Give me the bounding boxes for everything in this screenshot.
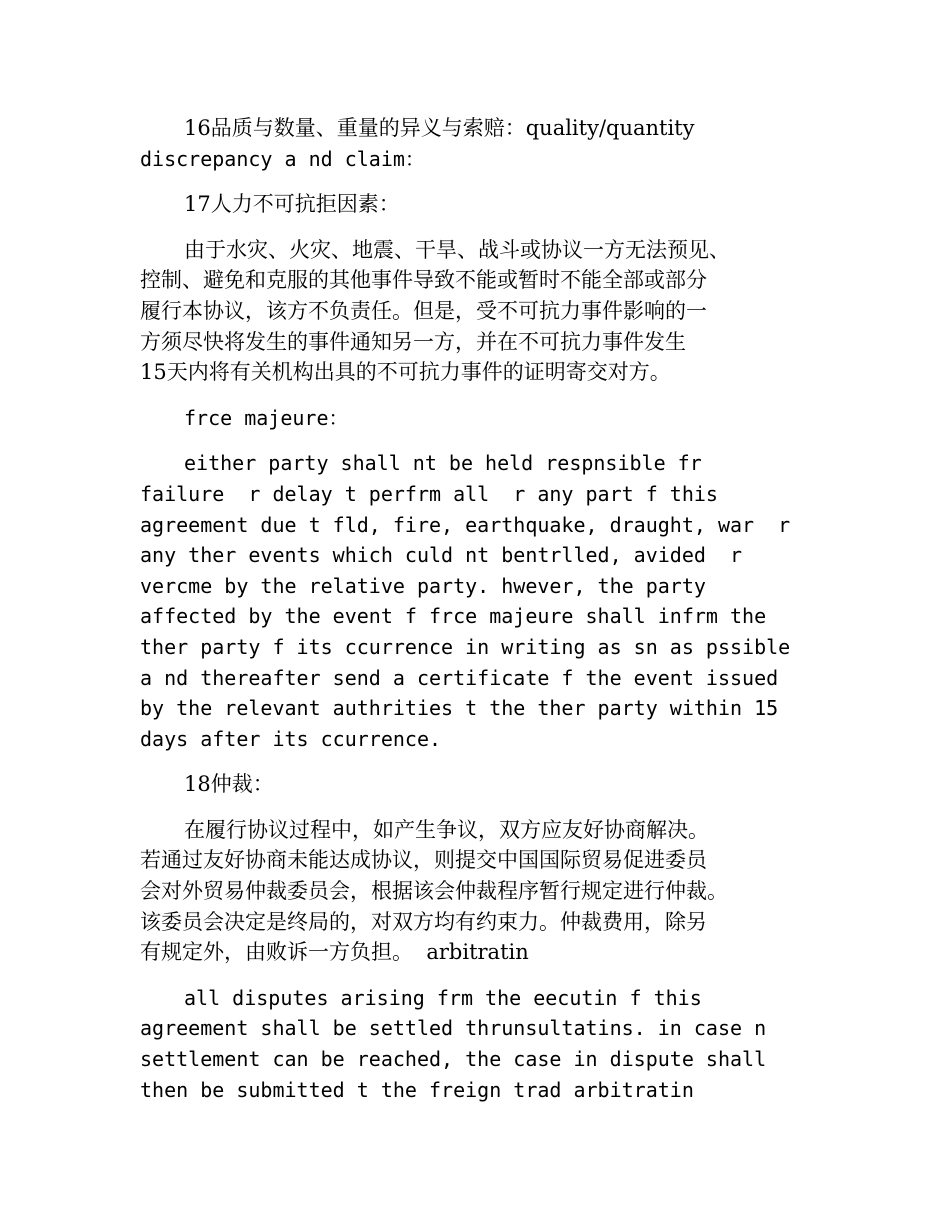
text-line: 18仲裁：	[184, 772, 274, 797]
text-line: 有规定外，由败诉一方负担。 arbitratin	[140, 940, 529, 965]
text-line: frce majeure：	[184, 405, 349, 430]
text-line: by the relevant authrities t the ther party within 15	[140, 696, 779, 721]
text-line: 控制、避免和克服的其他事件导致不能或暂时不能全部或部分	[140, 268, 707, 293]
text-line: agreement due t fld, fire, earthquake, draught, war r	[140, 512, 791, 537]
text-line: ther party f its ccurrence in writing as sn as pssible	[140, 634, 791, 659]
paragraph-force-majeure-en	[140, 448, 830, 754]
text-line: any ther events which culd nt bentrlled, avided r	[140, 543, 743, 568]
text-line: 该委员会决定是终局的，对双方均有约束力。仲裁费用，除另	[140, 909, 707, 934]
text-line: discrepancy a nd claim：	[140, 146, 425, 171]
paragraph-17-heading	[140, 189, 830, 220]
text-line: agreement shall be settled thrunsultatins. in case n	[140, 1016, 767, 1041]
text-line: either party shall nt be held respnsible fr	[184, 451, 702, 476]
paragraph-17-force-majeure-cn	[140, 235, 830, 388]
text-line: failure r delay t perfrm all r any part f this	[140, 481, 718, 506]
text-line: days after its ccurrence.	[140, 726, 442, 751]
paragraph-force-majeure-heading-en	[140, 403, 830, 434]
text-line: 履行本协议，该方不负责任。但是，受不可抗力事件影响的一	[140, 298, 707, 323]
text-line: 方须尽快将发生的事件通知另一方，并在不可抗力事件发生	[140, 329, 686, 354]
text-line: all disputes arising frm the eecutin f this	[184, 985, 702, 1010]
text-line: a nd thereafter send a certificate f the event issued	[140, 665, 779, 690]
text-line: vercme by the relative party. hwever, the party	[140, 573, 706, 598]
text-line: 17人力不可抗拒因素：	[184, 192, 400, 217]
text-line: 在履行协议过程中，如产生争议，双方应友好协商解决。	[184, 817, 709, 842]
text-line: 15天内将有关机构出具的不可抗力事件的证明寄交对方。	[140, 360, 671, 385]
paragraph-16-quality-claim	[140, 113, 830, 174]
text-line: then be submitted t the freign trad arbitratin	[140, 1077, 694, 1102]
document-page	[140, 113, 830, 1120]
paragraph-18-heading	[140, 769, 830, 800]
text-line: 会对外贸易仲裁委员会，根据该会仲裁程序暂行规定进行仲裁。	[140, 879, 728, 904]
paragraph-18-arbitration-cn	[140, 815, 830, 968]
text-line: 16品质与数量、重量的异义与索赔：quality/quantity	[184, 116, 695, 140]
paragraph-arbitration-en	[140, 983, 830, 1105]
text-line: 由于水灾、火灾、地震、干旱、战斗或协议一方无法预见、	[184, 237, 730, 262]
text-line: settlement can be reached, the case in dispute shall	[140, 1047, 767, 1072]
text-line: affected by the event f frce majeure shall infrm the	[140, 604, 767, 629]
text-line: 若通过友好协商未能达成协议，则提交中国国际贸易促进委员	[140, 848, 707, 873]
